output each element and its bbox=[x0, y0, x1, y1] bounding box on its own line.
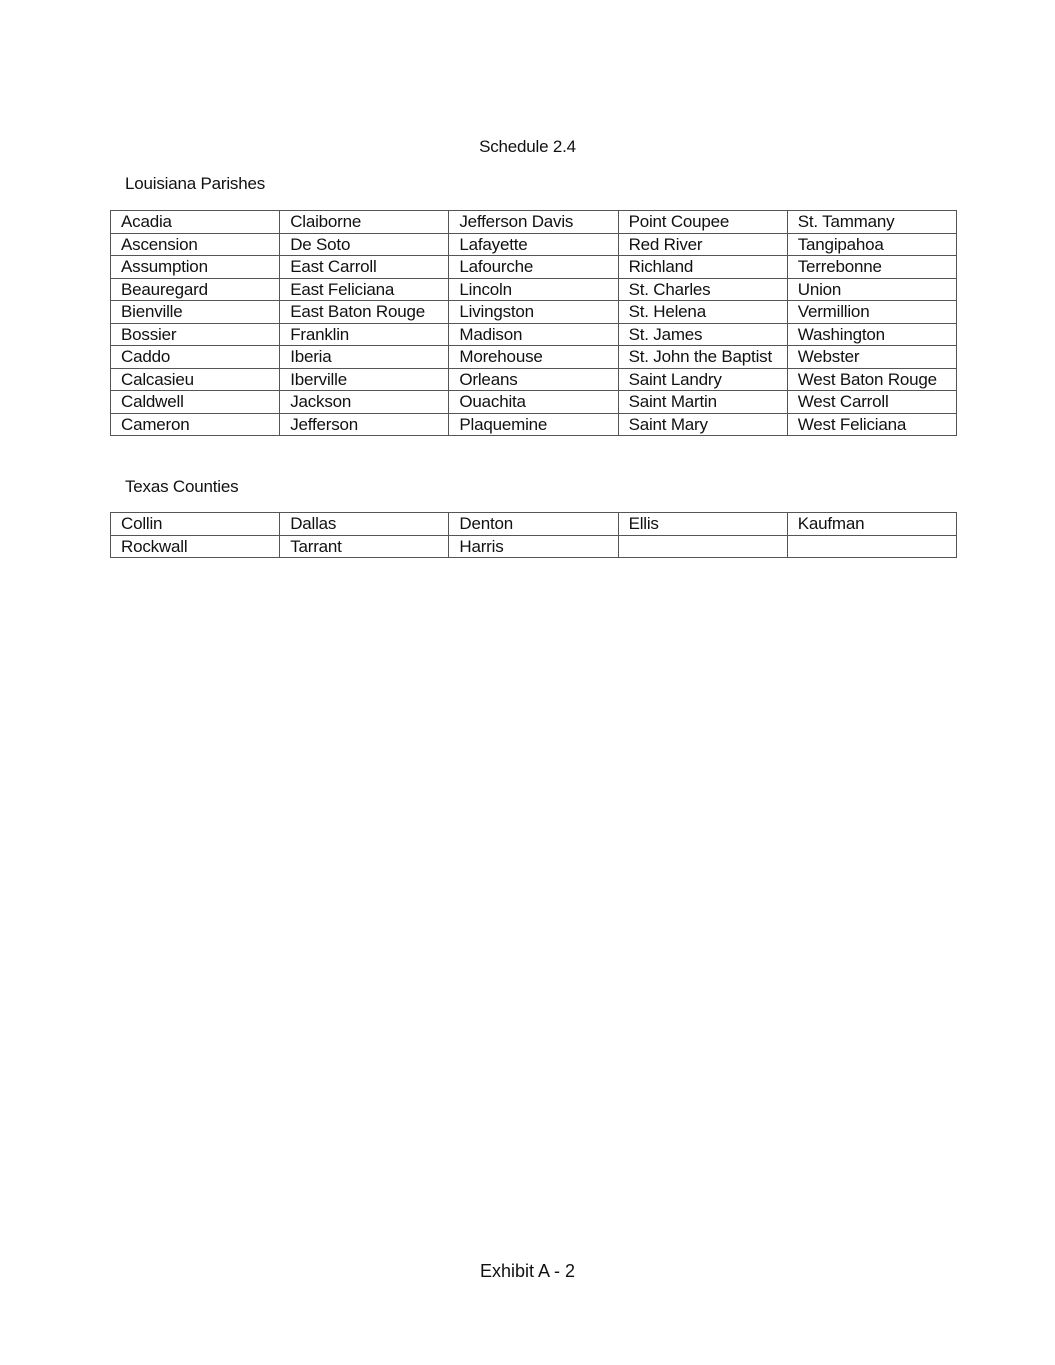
louisiana-parishes-heading: Louisiana Parishes bbox=[125, 174, 266, 193]
table-cell: Franklin bbox=[280, 323, 449, 346]
table-cell: De Soto bbox=[280, 233, 449, 256]
table-cell: Cameron bbox=[111, 413, 280, 436]
table-cell: Terrebonne bbox=[787, 256, 956, 279]
table-cell: St. Tammany bbox=[787, 211, 956, 234]
table-cell: East Feliciana bbox=[280, 278, 449, 301]
table-cell: Tarrant bbox=[280, 535, 449, 558]
table-cell: Ouachita bbox=[449, 391, 618, 414]
texas-counties-table bbox=[110, 512, 957, 558]
table-cell: St. Charles bbox=[618, 278, 787, 301]
schedule-title: Schedule 2.4 bbox=[479, 137, 576, 156]
table-cell: Point Coupee bbox=[618, 211, 787, 234]
table-row bbox=[111, 368, 957, 391]
table-cell: Denton bbox=[449, 513, 618, 536]
table-row bbox=[111, 391, 957, 414]
table-cell: West Carroll bbox=[787, 391, 956, 414]
table-cell: Bienville bbox=[111, 301, 280, 324]
table-cell: Kaufman bbox=[787, 513, 956, 536]
exhibit-footer: Exhibit A - 2 bbox=[479, 1261, 576, 1281]
table-cell: Bossier bbox=[111, 323, 280, 346]
table-cell: Orleans bbox=[449, 368, 618, 391]
table-cell: St. John the Baptist bbox=[618, 346, 787, 369]
table-cell: Acadia bbox=[111, 211, 280, 234]
table-cell: Lafourche bbox=[449, 256, 618, 279]
table-cell: Dallas bbox=[280, 513, 449, 536]
table-cell: West Feliciana bbox=[787, 413, 956, 436]
table-cell: Claiborne bbox=[280, 211, 449, 234]
table-cell: Plaquemine bbox=[449, 413, 618, 436]
table-cell: East Baton Rouge bbox=[280, 301, 449, 324]
table-row bbox=[111, 211, 957, 234]
table-cell: Vermillion bbox=[787, 301, 956, 324]
table-row bbox=[111, 278, 957, 301]
table-cell: St. James bbox=[618, 323, 787, 346]
table-cell: Lafayette bbox=[449, 233, 618, 256]
table-cell: Saint Martin bbox=[618, 391, 787, 414]
table-cell: Jefferson bbox=[280, 413, 449, 436]
table-row bbox=[111, 233, 957, 256]
table-cell: Saint Mary bbox=[618, 413, 787, 436]
table-row bbox=[111, 323, 957, 346]
table-cell: Livingston bbox=[449, 301, 618, 324]
table-cell: Lincoln bbox=[449, 278, 618, 301]
table-cell bbox=[787, 535, 956, 558]
table-cell: Tangipahoa bbox=[787, 233, 956, 256]
table-cell: Assumption bbox=[111, 256, 280, 279]
table-cell: Webster bbox=[787, 346, 956, 369]
table-row bbox=[111, 301, 957, 324]
table-cell: Washington bbox=[787, 323, 956, 346]
louisiana-parishes-table bbox=[110, 210, 957, 436]
table-cell: Jackson bbox=[280, 391, 449, 414]
table-cell: Iberia bbox=[280, 346, 449, 369]
table-row bbox=[111, 535, 957, 558]
table-cell bbox=[618, 535, 787, 558]
table-cell: Ascension bbox=[111, 233, 280, 256]
table-cell: Saint Landry bbox=[618, 368, 787, 391]
table-row bbox=[111, 513, 957, 536]
table-row bbox=[111, 413, 957, 436]
table-cell: East Carroll bbox=[280, 256, 449, 279]
table-row bbox=[111, 346, 957, 369]
table-cell: Caldwell bbox=[111, 391, 280, 414]
table-cell: Red River bbox=[618, 233, 787, 256]
texas-counties-heading: Texas Counties bbox=[125, 477, 239, 496]
table-cell: Ellis bbox=[618, 513, 787, 536]
table-cell: Iberville bbox=[280, 368, 449, 391]
table-cell: Calcasieu bbox=[111, 368, 280, 391]
table-cell: St. Helena bbox=[618, 301, 787, 324]
table-cell: Morehouse bbox=[449, 346, 618, 369]
table-cell: Harris bbox=[449, 535, 618, 558]
table-cell: Caddo bbox=[111, 346, 280, 369]
table-cell: Madison bbox=[449, 323, 618, 346]
table-cell: Rockwall bbox=[111, 535, 280, 558]
table-cell: Union bbox=[787, 278, 956, 301]
table-cell: Richland bbox=[618, 256, 787, 279]
table-cell: Beauregard bbox=[111, 278, 280, 301]
table-row bbox=[111, 256, 957, 279]
table-cell: Collin bbox=[111, 513, 280, 536]
table-cell: Jefferson Davis bbox=[449, 211, 618, 234]
table-cell: West Baton Rouge bbox=[787, 368, 956, 391]
